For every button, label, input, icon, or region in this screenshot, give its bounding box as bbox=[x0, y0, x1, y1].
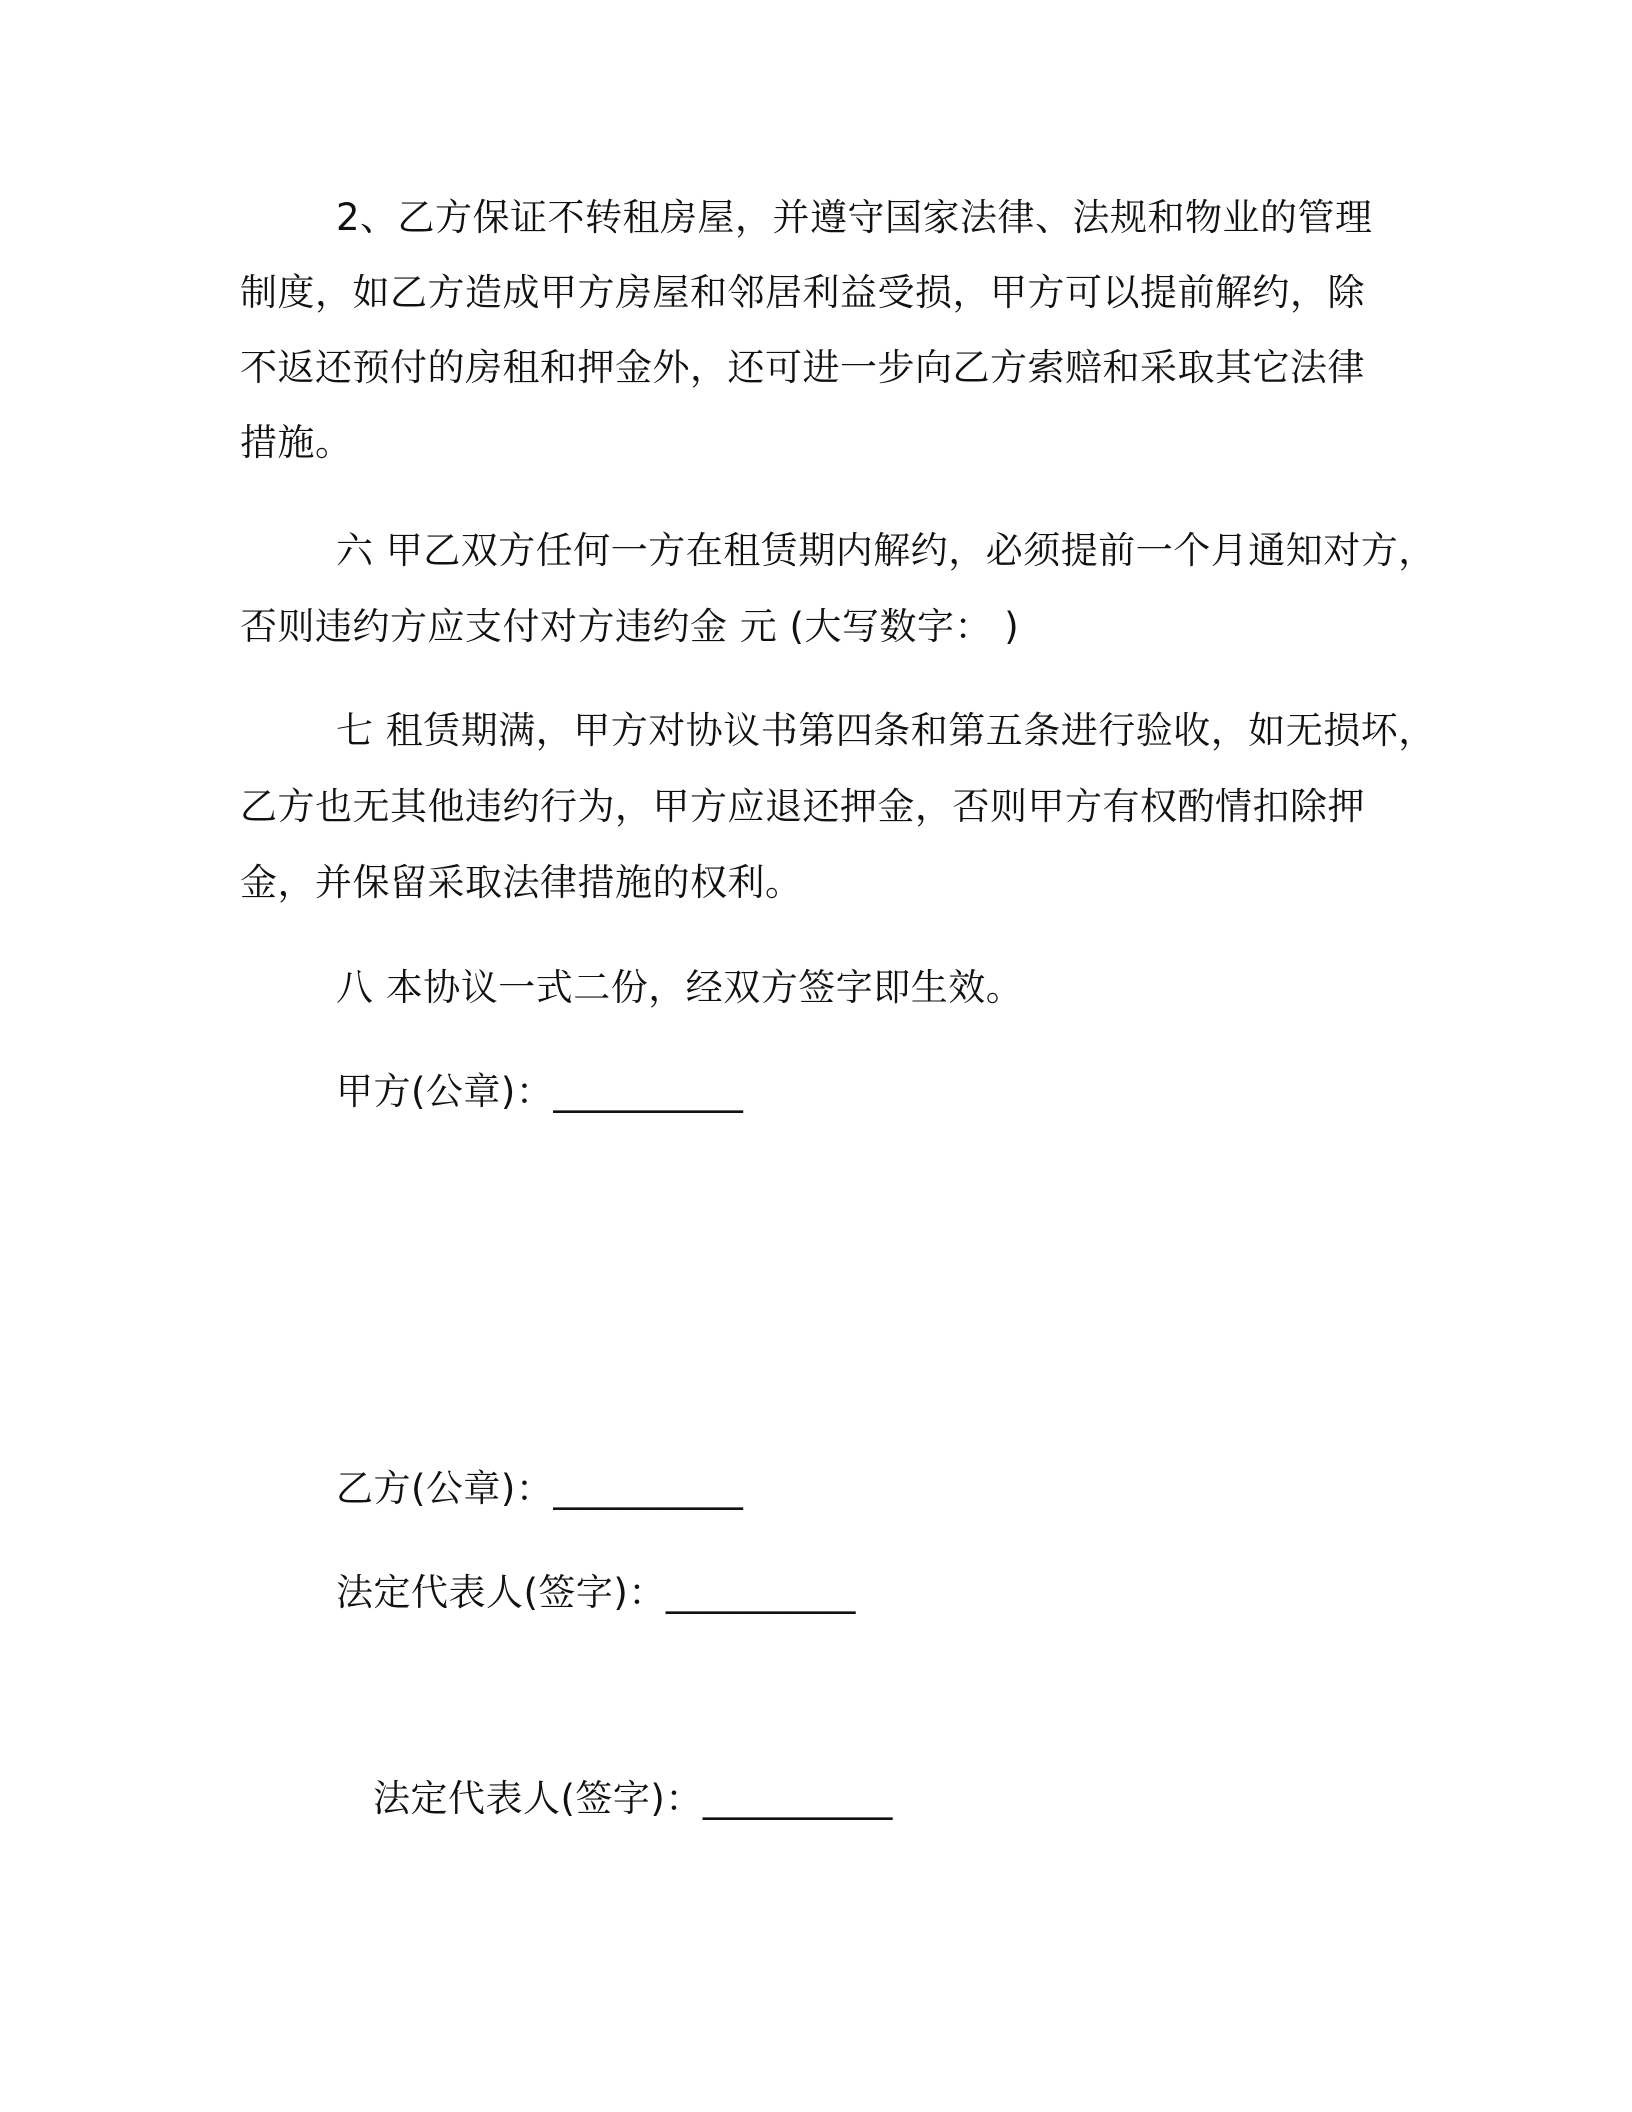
clause-7-line-2: 乙方也无其他违约行为，甲方应退还押金，否则甲方有权酌情扣除押 bbox=[240, 785, 1365, 828]
legal-rep-signature-line-2: 法定代表人(签字)：__________ bbox=[373, 1777, 893, 1820]
clause-7-line-1: 七 租赁期满，甲方对协议书第四条和第五条进行验收，如无损坏， bbox=[336, 709, 1436, 752]
party-b-seal-line: 乙方(公章)：__________ bbox=[336, 1467, 744, 1510]
clause-5-2-line-3: 不返还预付的房租和押金外，还可进一步向乙方索赔和采取其它法律 bbox=[240, 346, 1365, 389]
clause-6-line-1: 六 甲乙双方任何一方在租赁期内解约，必须提前一个月通知对方， bbox=[336, 529, 1436, 572]
clause-5-2-line-1: 2、乙方保证不转租房屋，并遵守国家法律、法规和物业的管理 bbox=[336, 196, 1373, 239]
clause-5-2-line-4: 措施。 bbox=[240, 421, 353, 464]
clause-7-line-3: 金，并保留采取法律措施的权利。 bbox=[240, 861, 803, 904]
clause-8-line-1: 八 本协议一式二份，经双方签字即生效。 bbox=[336, 966, 1024, 1009]
party-a-seal-line: 甲方(公章)：__________ bbox=[336, 1070, 744, 1113]
clause-6-line-2: 否则违约方应支付对方违约金 元 (大写数字： ) bbox=[240, 605, 1020, 648]
legal-rep-signature-line-1: 法定代表人(签字)：__________ bbox=[336, 1571, 856, 1614]
clause-5-2-line-2: 制度，如乙方造成甲方房屋和邻居利益受损，甲方可以提前解约，除 bbox=[240, 271, 1365, 314]
